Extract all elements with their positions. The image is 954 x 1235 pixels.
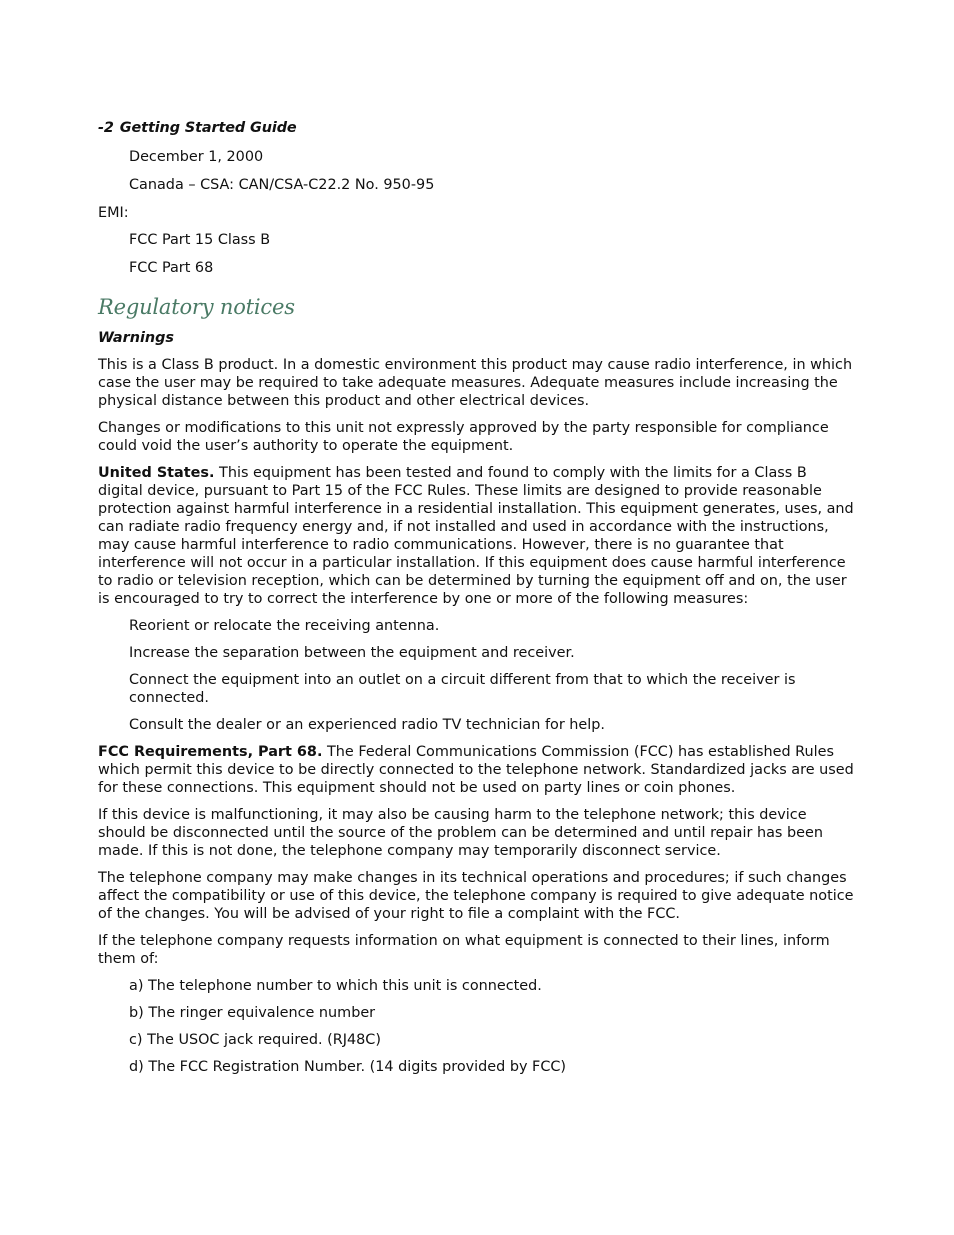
request-info-paragraph: If the telephone company requests information on what equipment is connected to their lines, inform them of: bbox=[98, 933, 830, 967]
fcc-part-68-body: The Federal Communications Commission (FCC) has established Rules which permit this device to be directly connected to the telephone network. Standardized jacks are used for these connections. This equipment should not be used on party lines or coin phones. bbox=[98, 744, 854, 796]
guide-title: Getting Started Guide bbox=[119, 120, 297, 136]
page-number: -2 bbox=[98, 120, 114, 136]
measure-item: Connect the equipment into an outlet on a circuit different from that to which the receiver is connected. bbox=[129, 672, 796, 706]
changes-paragraph: Changes or modifications to this unit not expressly approved by the party responsible for compliance could void the user’s authority to operate the equipment. bbox=[98, 420, 829, 454]
safety-item: December 1, 2000 bbox=[129, 149, 264, 165]
telco-changes-paragraph: The telephone company may make changes in its technical operations and procedures; if such changes affect the compatibility or use of this device, the telephone company is required to give adequate notice of the changes. You will be advised of your right to file a complaint with the FCC. bbox=[98, 870, 854, 922]
united-states-paragraph bbox=[98, 464, 856, 608]
class-b-paragraph: This is a Class B product. In a domestic environment this product may cause radio interference, in which case the user may be required to take adequate measures. Adequate measures include increasing the physical distance between this product and other electrical devices. bbox=[98, 357, 853, 409]
document-page bbox=[98, 119, 856, 1085]
safety-item: Canada – CSA: CAN/CSA-C22.2 No. 950-95 bbox=[129, 177, 435, 193]
united-states-body: This equipment has been tested and found to comply with the limits for a Class B digital device, pursuant to Part 15 of the FCC Rules. These limits are designed to provide reasonable protection against harmful interference in a residential installation. This equipment generates, uses, and can radiate radio frequency energy and, if not installed and used in accordance with the instructions, may cause harmful interference to radio communications. However, there is no guarantee that interference will not occur in a particular installation. If this equipment does cause harmful interference to radio or television reception, which can be determined by turning the equipment off and on, the user is encouraged to try to correct the interference by one or more of the following measures: bbox=[98, 465, 854, 607]
malfunction-paragraph: If this device is malfunctioning, it may also be causing harm to the telephone network; this device should be disconnected until the source of the problem can be determined and until repair has been made. If this is not done, the telephone company may temporarily disconnect service. bbox=[98, 807, 823, 859]
united-states-lead: United States. bbox=[98, 465, 215, 481]
emi-label: EMI: bbox=[98, 205, 129, 221]
inform-item: b) The ringer equivalence number bbox=[129, 1005, 376, 1021]
section-title: Regulatory notices bbox=[98, 295, 295, 319]
inform-item: c) The USOC jack required. (RJ48C) bbox=[129, 1032, 381, 1048]
running-header bbox=[98, 119, 856, 137]
fcc-part-68-lead: FCC Requirements, Part 68. bbox=[98, 744, 323, 760]
emi-item: FCC Part 15 Class B bbox=[129, 232, 271, 248]
inform-item: d) The FCC Registration Number. (14 digits provided by FCC) bbox=[129, 1059, 567, 1075]
fcc-part-68-paragraph bbox=[98, 743, 856, 797]
measure-item: Reorient or relocate the receiving antenna. bbox=[129, 618, 440, 634]
measure-item: Increase the separation between the equipment and receiver. bbox=[129, 645, 575, 661]
measure-item: Consult the dealer or an experienced radio TV technician for help. bbox=[129, 717, 605, 733]
inform-item: a) The telephone number to which this unit is connected. bbox=[129, 978, 542, 994]
emi-item: FCC Part 68 bbox=[129, 260, 214, 276]
subsection-title: Warnings bbox=[98, 330, 174, 346]
